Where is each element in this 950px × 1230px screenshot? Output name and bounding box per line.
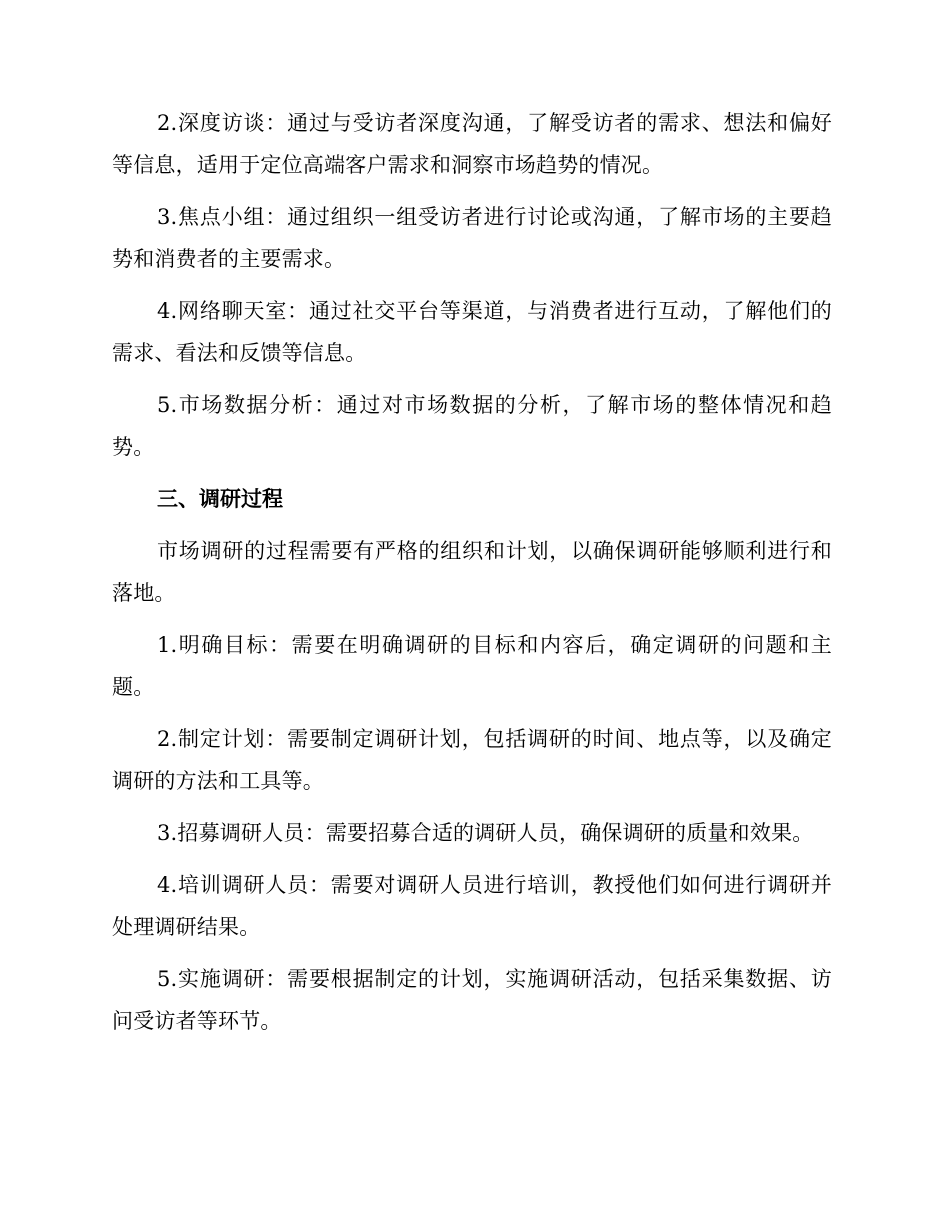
document-body bbox=[112, 102, 832, 1052]
section-heading: 三、调研过程 bbox=[157, 487, 283, 511]
paragraph-focus-group: 3.焦点小组：通过组织一组受访者进行讨论或沟通，了解市场的主要趋势和消费者的主要需求。 bbox=[112, 205, 832, 271]
paragraph-market-data-analysis: 5.市场数据分析：通过对市场数据的分析，了解市场的整体情况和趋势。 bbox=[112, 393, 832, 459]
paragraph-make-plan: 2.制定计划：需要制定调研计划，包括调研的时间、地点等，以及确定调研的方法和工具等。 bbox=[112, 727, 832, 793]
paragraph-conduct-research: 5.实施调研：需要根据制定的计划，实施调研活动，包括采集数据、访问受访者等环节。 bbox=[112, 967, 832, 1033]
paragraph-define-goals: 1.明确目标：需要在明确调研的目标和内容后，确定调研的问题和主题。 bbox=[112, 633, 832, 699]
paragraph-online-chatroom: 4.网络聊天室：通过社交平台等渠道，与消费者进行互动，了解他们的需求、看法和反馈等信息。 bbox=[112, 299, 832, 365]
paragraph-process-intro: 市场调研的过程需要有严格的组织和计划，以确保调研能够顺利进行和落地。 bbox=[112, 539, 832, 605]
paragraph-train-staff: 4.培训调研人员：需要对调研人员进行培训，教授他们如何进行调研并处理调研结果。 bbox=[112, 873, 832, 939]
paragraph-recruit-staff: 3.招募调研人员：需要招募合适的调研人员，确保调研的质量和效果。 bbox=[157, 821, 814, 845]
paragraph-depth-interview: 2.深度访谈：通过与受访者深度沟通，了解受访者的需求、想法和偏好等信息，适用于定位高端客户需求和洞察市场趋势的情况。 bbox=[112, 111, 832, 177]
